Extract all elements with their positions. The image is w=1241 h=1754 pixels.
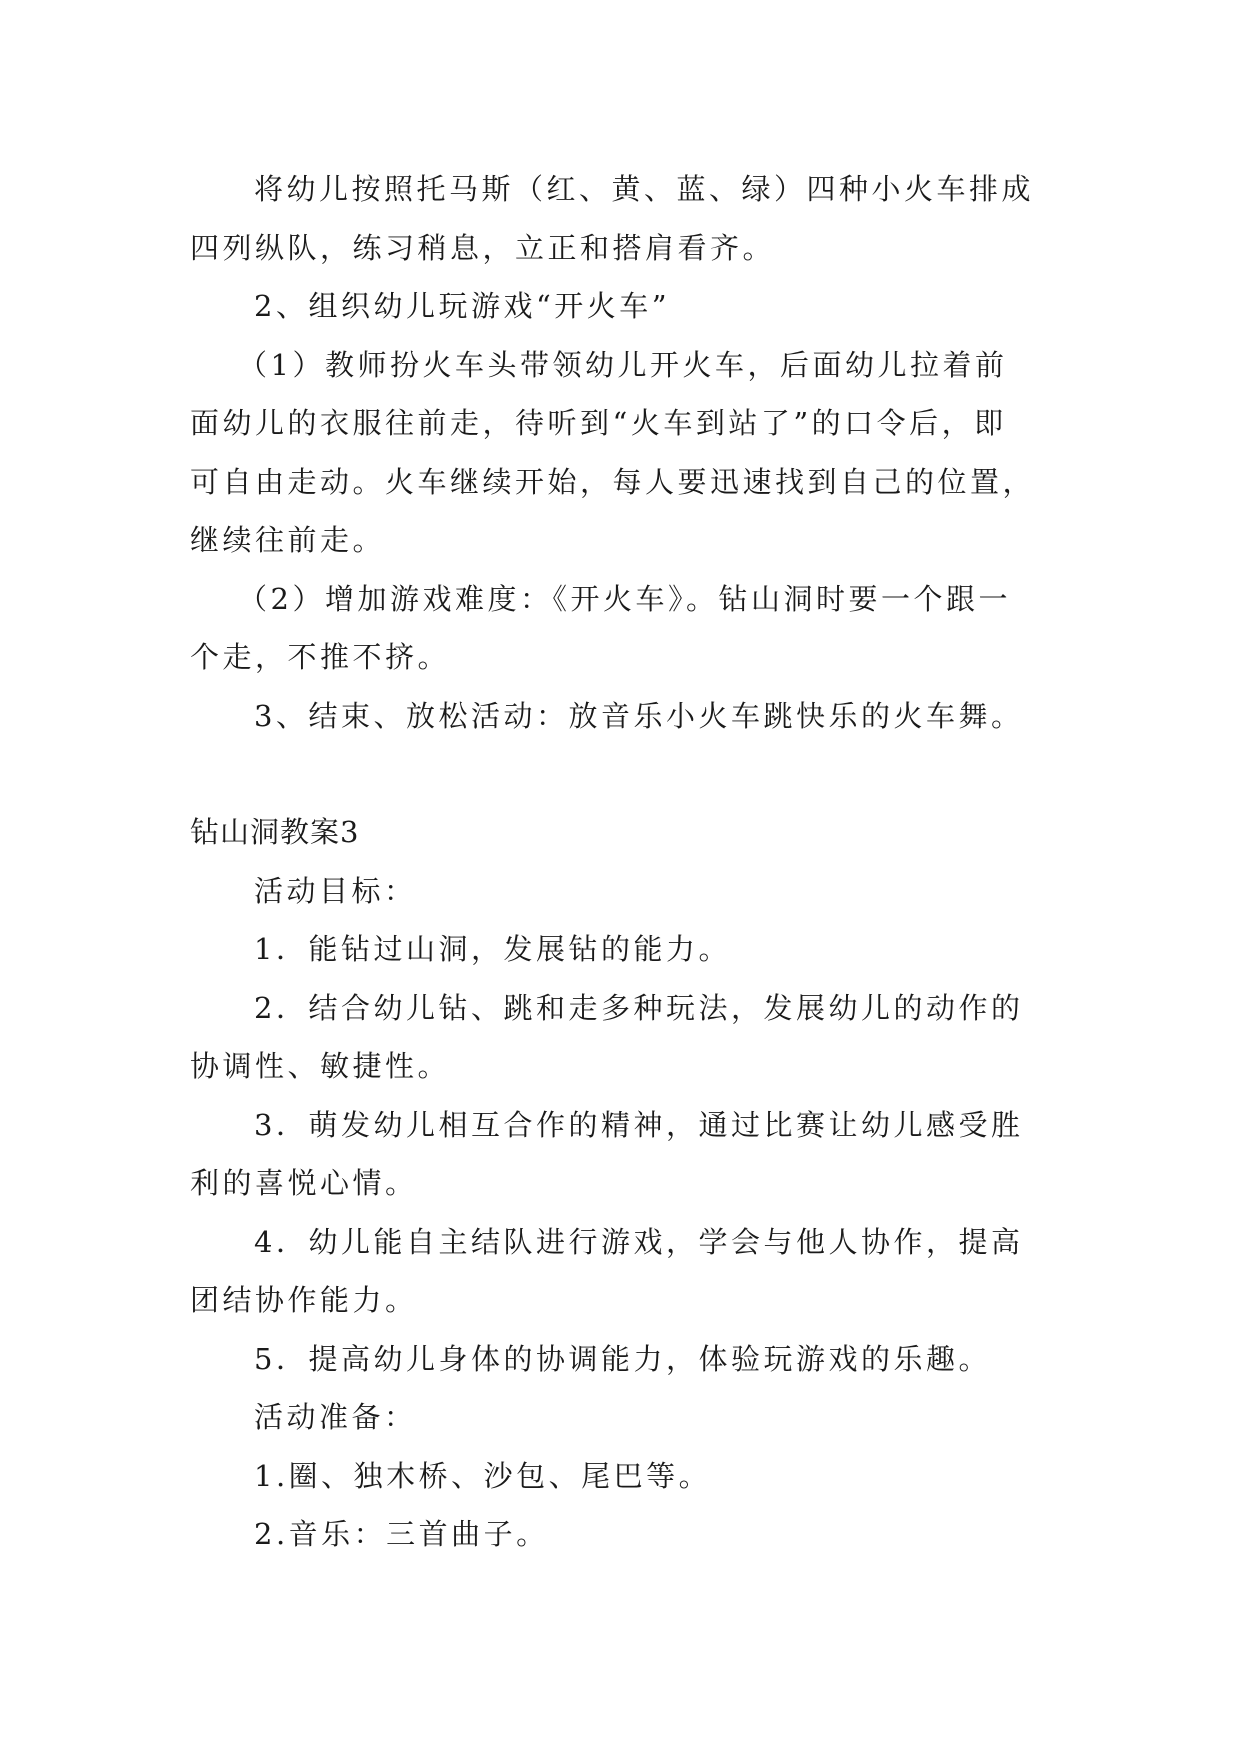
paragraph-line: 继续往前走。 (190, 523, 386, 557)
paragraph-line: 可自由走动。火车继续开始，每人要迅速找到自己的位置， (190, 464, 1036, 499)
paragraph-line: 2．结合幼儿钻、跳和走多种玩法，发展幼儿的动作的 (254, 990, 1024, 1025)
paragraph-line: 将幼儿按照托马斯（红、黄、蓝、绿）四种小火车排成 (254, 172, 1035, 206)
section-gap (190, 745, 1050, 803)
paragraph-line: 活动目标： (254, 873, 417, 908)
paragraph-line: 2、组织幼儿玩游戏“开火车” (254, 289, 671, 323)
paragraph-line: 四列纵队，练习稍息，立正和搭肩看齐。 (190, 230, 776, 265)
paragraph-line: 协调性、敏捷性。 (190, 1049, 451, 1083)
paragraph-line: 1．能钻过山洞，发展钻的能力。 (254, 932, 731, 966)
paragraph-line: 2.音乐：三首曲子。 (254, 1517, 549, 1551)
section-heading: 钻山洞教案3 (190, 815, 360, 849)
paragraph-line: 5．提高幼儿身体的协调能力，体验玩游戏的乐趣。 (254, 1341, 991, 1376)
paragraph-line: 4．幼儿能自主结队进行游戏，学会与他人协作，提高 (254, 1224, 1024, 1259)
paragraph-line: 个走，不推不挤。 (190, 640, 451, 674)
paragraph-line: （1）教师扮火车头带领幼儿开火车，后面幼儿拉着前 (238, 347, 1008, 382)
paragraph-line: 3、结束、放松活动：放音乐小火车跳快乐的火车舞。 (254, 698, 1024, 733)
document-page (190, 160, 1050, 1564)
paragraph-line: 团结协作能力。 (190, 1283, 418, 1317)
paragraph-line: 活动准备： (254, 1400, 417, 1434)
paragraph-line: 3．萌发幼儿相互合作的精神，通过比赛让幼儿感受胜 (254, 1107, 1024, 1142)
paragraph-line: 利的喜悦心情。 (190, 1166, 418, 1200)
paragraph-line: （2）增加游戏难度：《开火车》。钻山洞时要一个跟一 (238, 581, 1011, 616)
paragraph-line: 面幼儿的衣服往前走，待听到“火车到站了”的口令后，即 (190, 406, 1007, 440)
paragraph-line: 1.圈、独木桥、沙包、尾巴等。 (254, 1458, 712, 1493)
